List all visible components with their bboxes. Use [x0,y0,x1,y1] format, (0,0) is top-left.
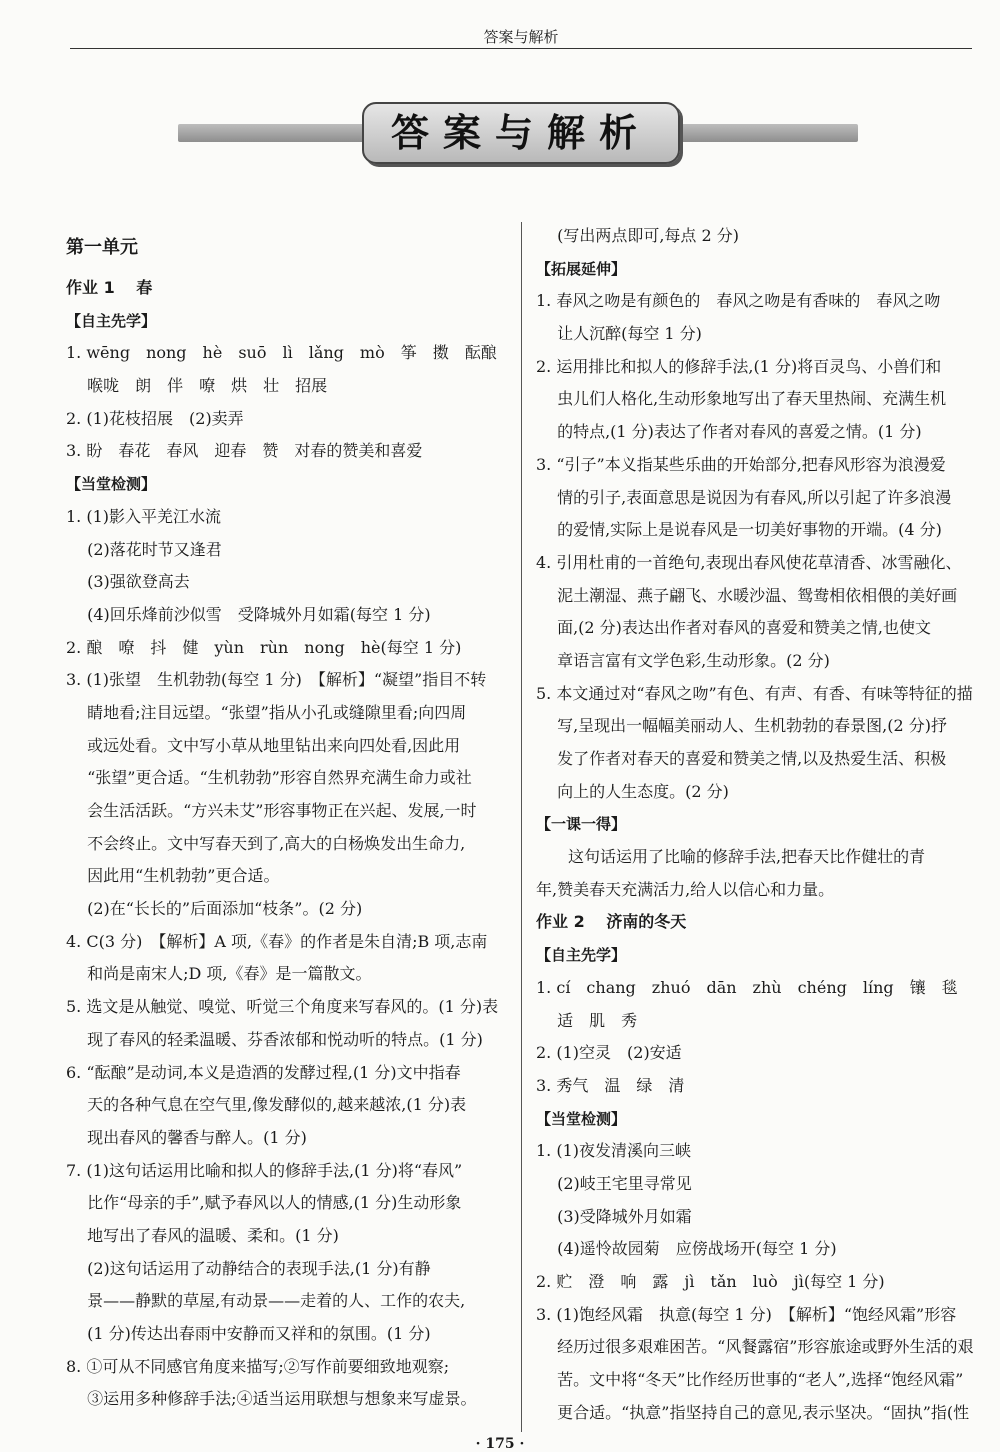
text-line: 地写出了春风的温暖、柔和。(1 分) [66,1225,339,1245]
text-line: 1. (1)影入平羌江水流 [66,506,222,526]
text-line: 面,(2 分)表达出作者对春风的喜爱和赞美之情,也使文 [536,618,932,638]
text-line: 天的各种气息在空气里,像发酵似的,越来越浓,(1 分)表 [66,1095,467,1115]
text-line: 的爱情,实际上是说春风是一切美好事物的开端。(4 分) [536,520,942,540]
text-line: 1. (1)夜发清溪向三峡 [536,1141,692,1161]
text-line: 3. (1)张望 生机勃勃(每空 1 分) 【解析】“凝望”指目不转 [66,670,487,690]
text-line: (1 分)传达出春雨中安静而又祥和的氛围。(1 分) [66,1324,431,1343]
text-line: 2. 贮 澄 响 露 jì tǎn luò jì(每空 1 分) [536,1272,885,1291]
banner-bar-left [178,124,368,142]
text-line: (写出两点即可,每点 2 分) [536,226,740,245]
section-heading: 【当堂检测】 [536,1109,627,1128]
text-line: (2)在“长长的”后面添加“枝条”。(2 分) [66,899,363,919]
text-line: 写,呈现出一幅幅美丽动人、生机勃勃的春景图,(2 分)抒 [536,716,948,736]
right-column [536,220,978,1429]
text-line: 2. 酿 嘹 抖 健 yùn rùn nong hè(每空 1 分) [66,637,462,657]
text-line: 这句话运用了比喻的修辞手法,把春天比作健壮的青 [536,847,926,867]
text-line: 1. 春风之吻是有颜色的 春风之吻是有香味的 春风之吻 [536,291,941,311]
text-line: 4. 引用杜甫的一首绝句,表现出春风使花草清香、冰雪融化、 [536,552,962,572]
text-line: 经历过很多艰难困苦。“风餐露宿”形容旅途或野外生活的艰 [536,1337,974,1357]
text-line: 年,赞美春天充满活力,给人以信心和力量。 [536,879,835,899]
text-line: 泥土潮湿、燕子翩飞、水暖沙温、鸳鸯相依相偎的美好画 [536,585,958,605]
column-divider [521,222,522,1432]
text-line: 苦。文中将“冬天”比作经历世事的“老人”,选择“饱经风霜” [536,1370,964,1390]
text-line: 现出春风的馨香与醉人。(1 分) [66,1127,307,1147]
section-heading: 【一课一得】 [536,815,627,834]
text-line: 2. (1)空灵 (2)安适 [536,1043,682,1063]
text-line: 现了春风的轻柔温暖、芬香浓郁和悦动听的特点。(1 分) [66,1029,483,1049]
running-header: 答案与解析 [70,26,972,49]
title-banner [178,102,858,160]
text-line: 不会终止。文中写春天到了,高大的白杨焕发出生命力, [66,833,466,853]
text-line: (2)落花时节又逢君 [66,539,222,559]
text-line: 2. 运用排比和拟人的修辞手法,(1 分)将百灵鸟、小兽们和 [536,356,942,376]
text-line: (4)遥怜故园菊 应傍战场开(每空 1 分) [536,1239,837,1259]
lesson-title: 作业 2 济南的冬天 [536,912,687,932]
text-line: 虫儿们人格化,生动形象地写出了春天里热闹、充满生机 [536,389,947,409]
text-line: 更合适。“执意”指坚持自己的意见,表示坚决。“固执”指(性 [536,1402,970,1422]
section-heading: 【当堂检测】 [66,475,157,494]
text-line: 睛地看;注目远望。“张望”指从小孔或缝隙里看;向四周 [66,702,467,722]
banner-bar-right [678,124,858,142]
banner-box [362,102,680,164]
text-line: 和尚是南宋人;D 项,《春》是一篇散文。 [66,964,372,984]
unit-title: 第一单元 [66,237,138,258]
text-line: 5. 选文是从触觉、嗅觉、听觉三个角度来写春风的。(1 分)表 [66,997,499,1017]
text-line: 2. (1)花枝招展 (2)卖弄 [66,408,244,428]
text-line: 的特点,(1 分)表达了作者对春风的喜爱之情。(1 分) [536,422,922,442]
text-line: 3. 秀气 温 绿 清 [536,1075,685,1095]
left-column [66,220,506,1416]
text-line: (2)这句话运用了动静结合的表现手法,(1 分)有静 [66,1258,431,1278]
text-line: (3)强欲登高去 [66,572,190,592]
text-line: 1. cí chang zhuó dān zhù chéng líng 镶 毯 [536,977,958,997]
text-line: 5. 本文通过对“春风之吻”有色、有声、有香、有味等特征的描 [536,683,973,703]
banner-title: 答案与解析 [390,111,651,155]
text-line: (3)受降城外月如霜 [536,1206,692,1226]
text-line: 比作“母亲的手”,赋予春风以人的情感,(1 分)生动形象 [66,1193,462,1213]
text-line: 因此用“生机勃勃”更合适。 [66,866,280,886]
section-heading: 【自主先学】 [536,946,627,965]
text-line: 让人沉醉(每空 1 分) [536,324,702,344]
text-line: 景——静默的草屋,有动景——走着的人、工作的农夫, [66,1291,466,1311]
text-line: 3. (1)饱经风霜 执意(每空 1 分) 【解析】“饱经风霜”形容 [536,1304,957,1324]
text-line: (4)回乐烽前沙似雪 受降城外月如霜(每空 1 分) [66,604,431,624]
text-line: 7. (1)这句话运用比喻和拟人的修辞手法,(1 分)将“春风” [66,1160,463,1180]
text-line: 或远处看。文中写小草从地里钻出来向四处看,因此用 [66,735,461,755]
text-line: 向上的人生态度。(2 分) [536,781,729,801]
page-number: · 175 · [475,1436,525,1452]
text-line: 章语言富有文学色彩,生动形象。(2 分) [536,650,830,670]
text-line: 发了作者对春天的喜爱和赞美之情,以及热爱生活、积极 [536,749,947,768]
text-line: (2)岐王宅里寻常见 [536,1173,692,1193]
text-line: 3. 盼 春花 春风 迎春 赞 对春的赞美和喜爱 [66,441,423,461]
text-line: 适 肌 秀 [536,1010,638,1030]
section-heading: 【拓展延伸】 [536,259,627,278]
text-line: 8. ①可从不同感官角度来描写;②写作前要细致地观察; [66,1356,450,1376]
text-line: 6. “酝酿”是动词,本义是造酒的发酵过程,(1 分)文中指春 [66,1062,461,1082]
section-heading: 【自主先学】 [66,311,157,330]
text-line: 喉咙 朗 伴 嘹 烘 壮 招展 [66,376,328,396]
text-line: 3. “引子”本义指某些乐曲的开始部分,把春风形容为浪漫爱 [536,454,946,474]
text-line: 1. wēng nong hè suō lì lǎng mò 筝 擞 酝酿 [66,343,497,363]
text-line: 会生活活跃。“方兴未艾”形容事物正在兴起、发展,一时 [66,801,477,820]
text-line: 4. C(3 分) 【解析】A 项,《春》的作者是朱自清;B 项,志南 [66,931,488,951]
text-line: 情的引子,表面意思是说因为有春风,所以引起了许多浪漫 [536,487,952,507]
lesson-title: 作业 1 春 [66,278,153,297]
text-line: “张望”更合适。“生机勃勃”形容自然界充满生命力或社 [66,768,472,788]
text-line: ③运用多种修辞手法;④适当运用联想与想象来写虚景。 [66,1389,477,1409]
